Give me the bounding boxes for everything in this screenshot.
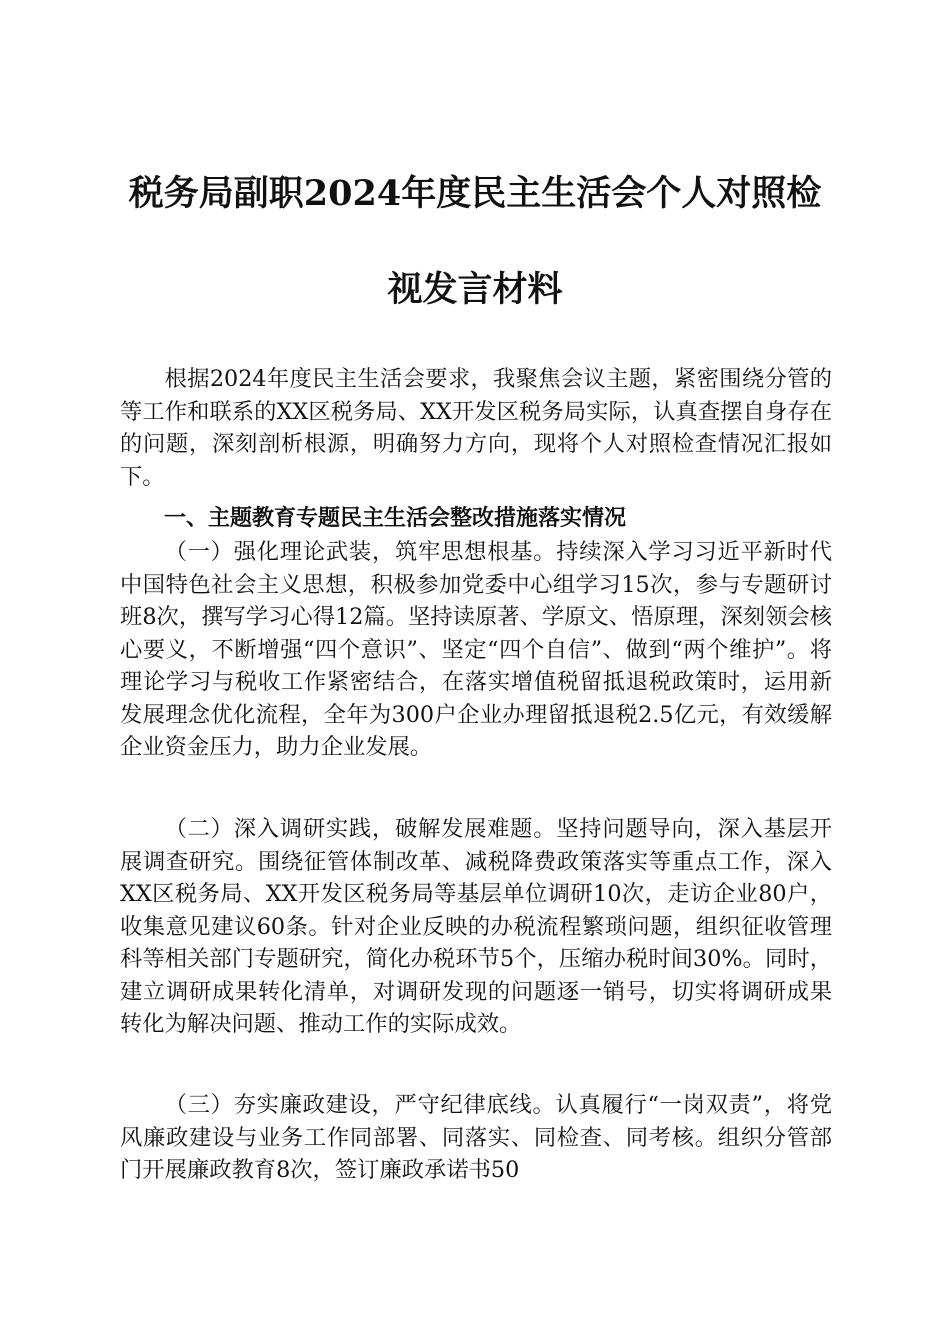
document-title-line-2: 视发言材料: [387, 269, 563, 310]
paragraph-research: （二）深入调研实践，破解发展难题。坚持问题导向，深入基层开展调查研究。围绕征管体制改革、减税降费政策落实等重点工作，深入XX区税务局、XX开发区税务局等基层单位调研10次，走访企业80户，收集意见建议60条。针对企业反映的办税流程繁琐问题，组织征收管理科等相关部门专题研究，简化办税环节5个，压缩办税时间30%。同时，建立调研成果转化清单，对调研发现的问题逐一销号，切实将调研成果转化为解决问题、推动工作的实际成效。: [120, 816, 832, 1037]
section-heading-1: 一、主题教育专题民主生活会整改措施落实情况: [164, 506, 627, 531]
paragraph-theory: （一）强化理论武装，筑牢思想根基。持续深入学习习近平新时代中国特色社会主义思想，积极参加党委中心组学习15次，参与专题研讨班8次，撰写学习心得12篇。坚持读原著、学原文、悟原理，深刻领会核心要义，不断增强“四个意识”、坚定“四个自信”、做到“两个维护”。将理论学习与税收工作紧密结合，在落实增值税留抵退税政策时，运用新发展理念优化流程，全年为300户企业办理留抵退税2.5亿元，有效缓解企业资金压力，助力企业发展。: [120, 539, 832, 760]
document-title-line-1: 税务局副职2024年度民主生活会个人对照检: [128, 173, 822, 214]
intro-paragraph: 根据2024年度民主生活会要求，我聚焦会议主题，紧密围绕分管的等工作和联系的XX区税务局、XX开发区税务局实际，认真查摆自身存在的问题，深刻剖析根源，明确努力方向，现将个人对照检查情况汇报如下。: [120, 366, 832, 490]
paragraph-integrity: （三）夯实廉政建设，严守纪律底线。认真履行“一岗双责”，将党风廉政建设与业务工作同部署、同落实、同检查、同考核。组织分管部门开展廉政教育8次，签订廉政承诺书50: [120, 1092, 832, 1183]
